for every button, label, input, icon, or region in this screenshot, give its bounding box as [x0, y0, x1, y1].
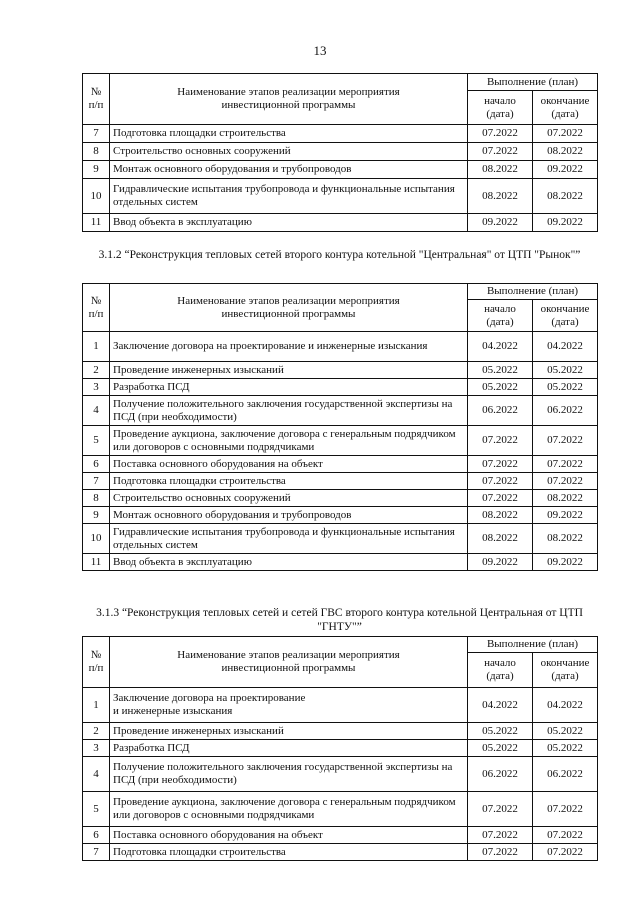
row-num: 4: [83, 757, 110, 792]
row-name: Строительство основных сооружений: [110, 490, 468, 507]
row-start: 07.2022: [468, 490, 533, 507]
row-start: 07.2022: [468, 143, 533, 161]
row-num: 10: [83, 524, 110, 554]
table-row: [83, 179, 598, 214]
row-start: 08.2022: [468, 524, 533, 554]
plan-table-2: [82, 283, 598, 571]
row-end: 06.2022: [533, 396, 598, 426]
row-num: 3: [83, 379, 110, 396]
table-row: [83, 827, 598, 844]
table-row: [83, 456, 598, 473]
row-num: 9: [83, 507, 110, 524]
table-row: [83, 362, 598, 379]
row-end: 05.2022: [533, 362, 598, 379]
table-row: [83, 396, 598, 426]
row-end: 08.2022: [533, 143, 598, 161]
row-end: 07.2022: [533, 125, 598, 143]
row-start: 08.2022: [468, 179, 533, 214]
header-stage-name: Наименование этапов реализации мероприятия инвестиционной программы: [110, 74, 468, 125]
row-end: 04.2022: [533, 688, 598, 723]
table-row: [83, 723, 598, 740]
header-end: окончание (дата): [533, 91, 598, 125]
row-num: 2: [83, 362, 110, 379]
row-num: 1: [83, 688, 110, 723]
row-start: 08.2022: [468, 507, 533, 524]
row-name: Разработка ПСД: [110, 740, 468, 757]
header-num: № п/п: [83, 637, 110, 688]
table-row: [83, 507, 598, 524]
row-start: 07.2022: [468, 456, 533, 473]
table-row: [83, 473, 598, 490]
row-name: Получение положительного заключения государственной экспертизы на ПСД (при необходимости): [110, 757, 468, 792]
row-end: 08.2022: [533, 490, 598, 507]
table-row: [83, 844, 598, 861]
header-start: начало (дата): [468, 91, 533, 125]
row-num: 5: [83, 426, 110, 456]
header-start: начало (дата): [468, 300, 533, 332]
row-end: 07.2022: [533, 844, 598, 861]
row-num: 7: [83, 844, 110, 861]
row-name: Поставка основного оборудования на объект: [110, 456, 468, 473]
row-num: 1: [83, 332, 110, 362]
plan-table-1: [82, 73, 598, 232]
table-row: [83, 757, 598, 792]
row-end: 05.2022: [533, 740, 598, 757]
header-stage-name: Наименование этапов реализации мероприятия инвестиционной программы: [110, 284, 468, 332]
row-name: Ввод объекта в эксплуатацию: [110, 214, 468, 232]
row-end: 05.2022: [533, 723, 598, 740]
row-start: 05.2022: [468, 740, 533, 757]
row-name: Заключение договора на проектирование и инженерные изыскания: [110, 332, 468, 362]
table-row: [83, 740, 598, 757]
row-start: 09.2022: [468, 554, 533, 571]
row-name: Подготовка площадки строительства: [110, 844, 468, 861]
table-row: [83, 332, 598, 362]
row-end: 09.2022: [533, 214, 598, 232]
row-start: 07.2022: [468, 792, 533, 827]
table-row: [83, 379, 598, 396]
row-num: 4: [83, 396, 110, 426]
row-start: 07.2022: [468, 125, 533, 143]
row-start: 05.2022: [468, 362, 533, 379]
row-name: Получение положительного заключения государственной экспертизы на ПСД (при необходимости): [110, 396, 468, 426]
header-plan: Выполнение (план): [468, 284, 598, 300]
header-end: окончание (дата): [533, 653, 598, 688]
header-num: № п/п: [83, 284, 110, 332]
row-name: Строительство основных сооружений: [110, 143, 468, 161]
section-title-3-1-3: 3.1.3 “Реконструкция тепловых сетей и сетей ГВС второго контура котельной Центральная от ЦТП "ГНТУ"”: [96, 607, 583, 633]
table-row: [83, 143, 598, 161]
header-start: начало (дата): [468, 653, 533, 688]
row-num: 11: [83, 214, 110, 232]
table-row: [83, 125, 598, 143]
row-name: Подготовка площадки строительства: [110, 125, 468, 143]
row-start: 07.2022: [468, 426, 533, 456]
row-num: 8: [83, 143, 110, 161]
table-row: [83, 524, 598, 554]
table-row: [83, 554, 598, 571]
header-plan: Выполнение (план): [468, 74, 598, 91]
row-num: 6: [83, 456, 110, 473]
row-start: 05.2022: [468, 379, 533, 396]
row-end: 09.2022: [533, 554, 598, 571]
header-plan: Выполнение (план): [468, 637, 598, 653]
row-end: 07.2022: [533, 473, 598, 490]
row-name: Монтаж основного оборудования и трубопроводов: [110, 507, 468, 524]
row-start: 04.2022: [468, 688, 533, 723]
row-end: 09.2022: [533, 507, 598, 524]
row-start: 04.2022: [468, 332, 533, 362]
row-name: Ввод объекта в эксплуатацию: [110, 554, 468, 571]
row-end: 05.2022: [533, 379, 598, 396]
row-start: 08.2022: [468, 161, 533, 179]
header-num: № п/п: [83, 74, 110, 125]
row-start: 07.2022: [468, 473, 533, 490]
table-row: [83, 161, 598, 179]
row-start: 07.2022: [468, 827, 533, 844]
section-title-3-1-2: 3.1.2 “Реконструкция тепловых сетей второго контура котельной "Центральная" от ЦТП "Рынок"”: [98, 249, 581, 261]
row-num: 5: [83, 792, 110, 827]
table-row: [83, 426, 598, 456]
row-start: 06.2022: [468, 757, 533, 792]
row-name: Подготовка площадки строительства: [110, 473, 468, 490]
row-start: 05.2022: [468, 723, 533, 740]
row-name: Разработка ПСД: [110, 379, 468, 396]
row-name: Гидравлические испытания трубопровода и функциональные испытания отдельных систем: [110, 524, 468, 554]
row-name: Монтаж основного оборудования и трубопроводов: [110, 161, 468, 179]
row-num: 3: [83, 740, 110, 757]
row-num: 9: [83, 161, 110, 179]
row-start: 07.2022: [468, 844, 533, 861]
page-number: 13: [313, 43, 327, 58]
row-end: 08.2022: [533, 179, 598, 214]
row-name: Проведение инженерных изысканий: [110, 362, 468, 379]
row-end: 08.2022: [533, 524, 598, 554]
row-num: 2: [83, 723, 110, 740]
row-num: 7: [83, 125, 110, 143]
row-num: 6: [83, 827, 110, 844]
row-start: 06.2022: [468, 396, 533, 426]
row-name: Проведение аукциона, заключение договора с генеральным подрядчиком или договоров с основными подрядчиками: [110, 792, 468, 827]
row-num: 8: [83, 490, 110, 507]
header-stage-name: Наименование этапов реализации мероприятия инвестиционной программы: [110, 637, 468, 688]
row-num: 7: [83, 473, 110, 490]
row-end: 07.2022: [533, 827, 598, 844]
row-name: Заключение договора на проектирование и инженерные изыскания: [110, 688, 468, 723]
row-name: Проведение аукциона, заключение договора с генеральным подрядчиком или договоров с основными подрядчиками: [110, 426, 468, 456]
table-row: [83, 490, 598, 507]
row-end: 07.2022: [533, 792, 598, 827]
row-start: 09.2022: [468, 214, 533, 232]
plan-table-3: [82, 636, 598, 861]
row-end: 07.2022: [533, 426, 598, 456]
header-end: окончание (дата): [533, 300, 598, 332]
row-name: Поставка основного оборудования на объект: [110, 827, 468, 844]
row-num: 11: [83, 554, 110, 571]
table-row: [83, 214, 598, 232]
table-row: [83, 792, 598, 827]
row-end: 06.2022: [533, 757, 598, 792]
row-num: 10: [83, 179, 110, 214]
row-end: 07.2022: [533, 456, 598, 473]
row-name: Гидравлические испытания трубопровода и функциональные испытания отдельных систем: [110, 179, 468, 214]
table-row: [83, 688, 598, 723]
row-end: 04.2022: [533, 332, 598, 362]
row-end: 09.2022: [533, 161, 598, 179]
row-name: Проведение инженерных изысканий: [110, 723, 468, 740]
